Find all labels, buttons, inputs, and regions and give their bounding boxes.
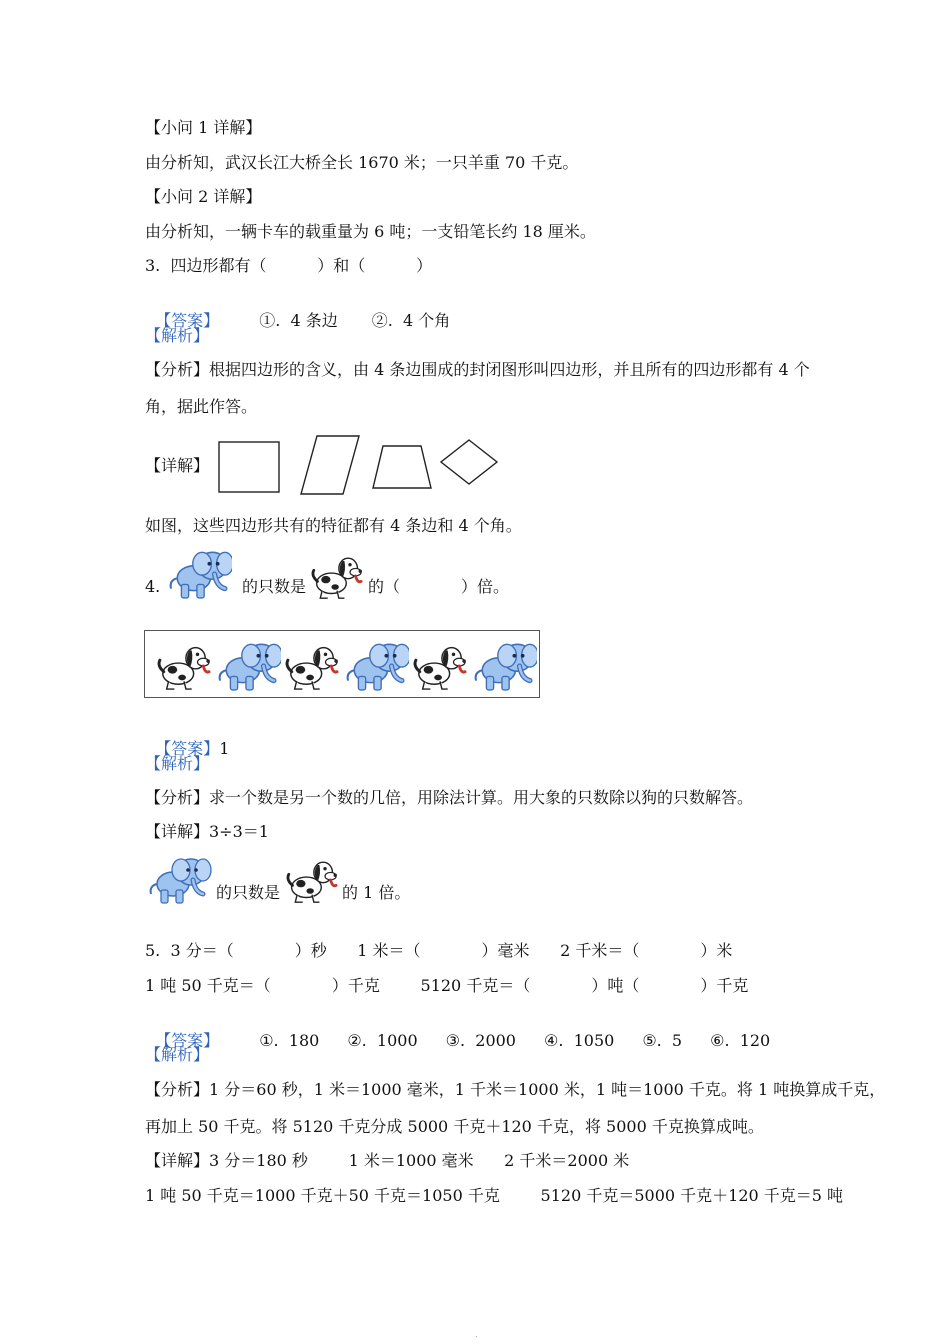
answer-item: ④. 1050 xyxy=(543,1031,615,1050)
dog-icon xyxy=(280,852,344,904)
dog-icon xyxy=(409,637,471,691)
elephant-icon xyxy=(142,850,214,906)
q5-detail-line1: 【详解】3 分＝180 秒 1 米＝1000 毫米 2 千米＝2000 米 xyxy=(145,1151,630,1170)
q5-line2: 1 吨 50 千克＝（ ）千克 5120 千克＝（ ）吨（ ）千克 xyxy=(145,976,749,995)
jiexi-label: 【解析】 xyxy=(145,754,210,773)
trapezoid-shape xyxy=(373,446,431,488)
sub1-text: 由分析知，武汉长江大桥全长 1670 米；一只羊重 70 千克。 xyxy=(145,153,579,172)
answer-item: ②. 4 个角 xyxy=(371,311,451,330)
elephant-icon xyxy=(343,635,409,693)
q4-analysis: 【分析】求一个数是另一个数的几倍，用除法计算。用大象的只数除以狗的只数解答。 xyxy=(145,788,754,807)
answer-label: 【答案】 xyxy=(155,311,220,330)
sub2-header: 【小问 2 详解】 xyxy=(145,187,262,206)
sub1-header: 【小问 1 详解】 xyxy=(145,118,262,137)
q4-conclusion-mid: 的只数是 xyxy=(216,883,281,902)
q4-detail: 【详解】3÷3＝1 xyxy=(145,822,269,841)
q5-analysis-line1: 【分析】1 分＝60 秒，1 米＝1000 毫米，1 千米＝1000 米，1 吨＝1000 千克。将 1 吨换算成千克， xyxy=(145,1080,886,1099)
q3-detail-label: 【详解】 xyxy=(145,456,210,475)
answer-item: ③. 2000 xyxy=(445,1031,516,1050)
answer-label: 【答案】 xyxy=(155,1031,220,1050)
q3-question: 3. 四边形都有（ ）和（ ） xyxy=(145,256,433,275)
elephant-icon xyxy=(166,543,232,601)
answer-item: ①. 180 xyxy=(259,1031,320,1050)
answer-item: ②. 1000 xyxy=(347,1031,418,1050)
elephant-icon xyxy=(471,635,537,693)
jiexi-label: 【解析】 xyxy=(145,326,210,345)
jiexi-label: 【解析】 xyxy=(145,1045,210,1064)
q4-question-number: 4. xyxy=(145,577,161,596)
answer-label: 【答案】 xyxy=(155,739,220,758)
q3-analysis-line2: 角，据此作答。 xyxy=(145,397,258,416)
elephant-icon xyxy=(215,635,281,693)
q5-line1: 5. 3 分＝（ ）秒 1 米＝（ ）毫米 2 千米＝（ ）米 xyxy=(145,941,733,960)
parallelogram-shape xyxy=(301,436,359,494)
q4-answer-row xyxy=(145,719,229,759)
q3-analysis-line1: 【分析】根据四边形的含义，由 4 条边围成的封闭图形叫四边形，并且所有的四边形都有 4 个 xyxy=(145,360,810,379)
sub2-text: 由分析知，一辆卡车的载重量为 6 吨；一支铅笔长约 18 厘米。 xyxy=(145,222,596,241)
answer-item: ①. 4 条边 xyxy=(259,311,338,330)
rhombus-shape xyxy=(441,440,497,484)
q5-detail-line2: 1 吨 50 千克＝1000 千克＋50 千克＝1050 千克 5120 千克＝5000 千克＋120 千克＝5 吨 xyxy=(145,1186,844,1205)
quadrilaterals-figure xyxy=(215,432,505,498)
q5-analysis-line2: 再加上 50 千克。将 5120 千克分成 5000 千克＋120 千克，将 5000 千克换算成吨。 xyxy=(145,1117,764,1136)
q4-conclusion-end: 的 1 倍。 xyxy=(342,883,411,902)
q3-conclusion: 如图，这些四边形共有的特征都有 4 条边和 4 个角。 xyxy=(145,516,522,535)
answer-item: ⑤. 5 xyxy=(642,1031,683,1050)
q5-answer-row xyxy=(145,1011,770,1051)
q3-answer-row xyxy=(145,291,450,331)
dog-icon xyxy=(281,637,343,691)
dog-icon xyxy=(153,637,215,691)
dog-icon xyxy=(306,548,368,600)
answer-item: ⑥. 120 xyxy=(710,1031,771,1050)
q4-text-end: 的（ ）倍。 xyxy=(368,577,510,596)
answer-value: 1 xyxy=(219,739,230,758)
q4-text-mid: 的只数是 xyxy=(242,577,307,596)
animals-strip xyxy=(144,630,540,698)
footer-dot: . xyxy=(475,1330,478,1339)
square-shape xyxy=(219,442,279,492)
